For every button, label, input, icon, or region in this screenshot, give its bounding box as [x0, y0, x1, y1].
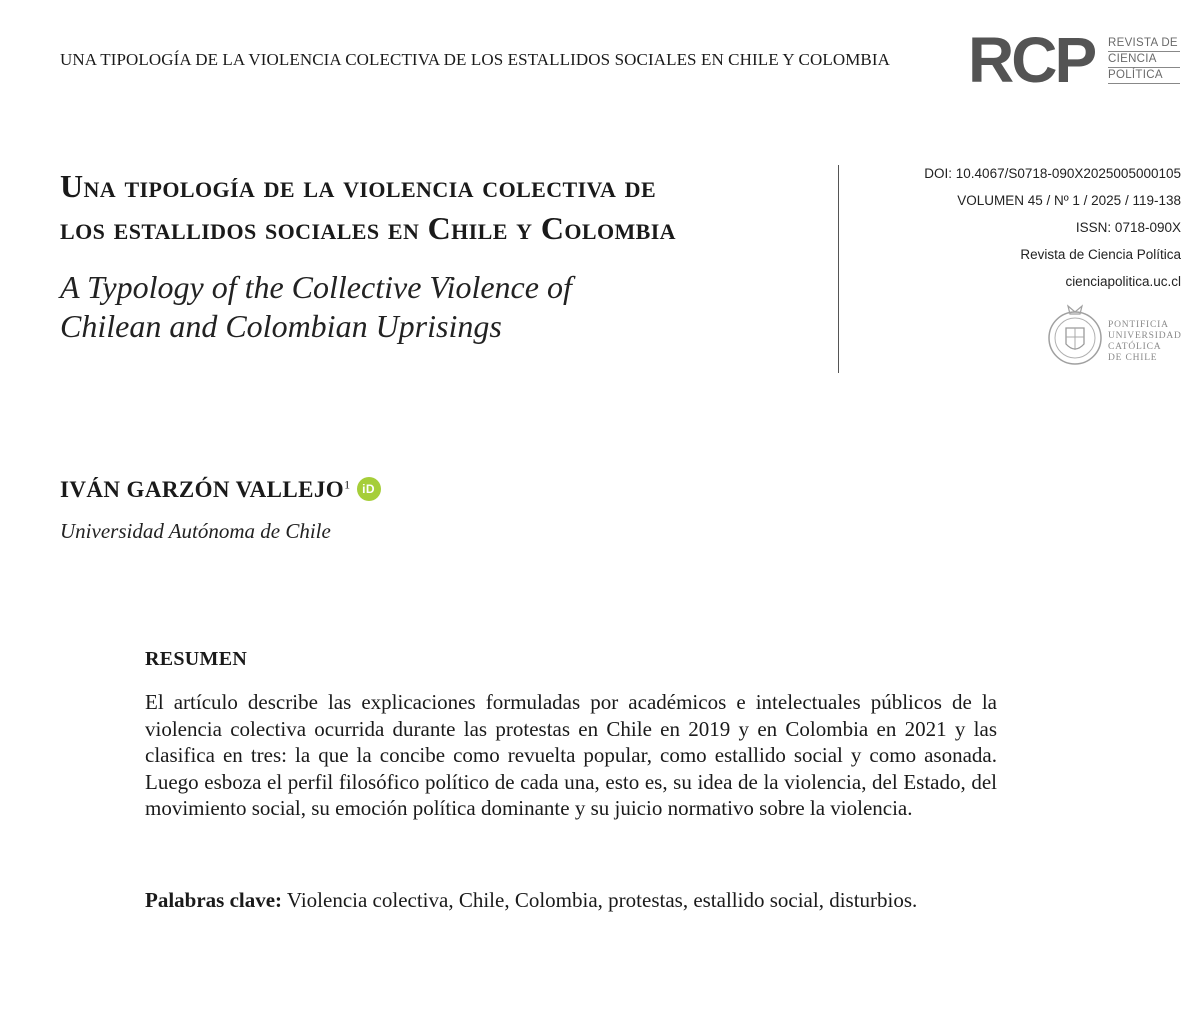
crest-seal-icon [1046, 300, 1104, 372]
author-line [60, 477, 381, 503]
running-head: UNA TIPOLOGÍA DE LA VIOLENCIA COLECTIVA DE LOS ESTALLIDOS SOCIALES EN CHILE Y COLOMBIA [60, 50, 890, 69]
logo-mark: RCP [968, 24, 1095, 96]
abstract-body: El artículo describe las explicaciones formuladas por académicos e intelectuales públicos de la violencia colectiva ocurrida durante las protestas en Chile en 2019 y en Colombia en 2021 y las clasifica en tres: la que la concibe como revuelta popular, como estallido social y como asonada. Luego esboza el perfil filosófico político de cada una, esto es, su idea de la violencia, del Estado, del movimiento social, su emoción política dominante y su juicio normativo sobre la violencia. [145, 690, 997, 820]
university-line: PONTIFICIA [1108, 320, 1169, 330]
title-line: los estallidos sociales en Chile y Colombia [60, 210, 676, 246]
logo-sub-line: CIENCIA [1108, 52, 1180, 68]
university-line: UNIVERSIDAD [1108, 331, 1182, 341]
title-english-line: Chilean and Colombian Uprisings [60, 308, 502, 344]
author-footnote-marker[interactable]: 1 [344, 477, 351, 492]
journal-name: Revista de Ciencia Política [1020, 247, 1181, 262]
logo-sub-line: REVISTA DE [1108, 36, 1180, 52]
volume-info: VOLUMEN 45 / Nº 1 / 2025 / 119-138 [957, 193, 1181, 208]
keywords-list: Violencia colectiva, Chile, Colombia, protestas, estallido social, disturbios. [282, 888, 918, 912]
rcp-logo [968, 24, 1183, 96]
article-title [60, 165, 820, 249]
article-title-english [60, 268, 760, 346]
university-line: CATÓLICA [1108, 342, 1162, 352]
keywords [145, 887, 997, 914]
doi[interactable]: DOI: 10.4067/S0718-090X2025005000105 [924, 166, 1181, 181]
logo-sub-line: POLÍTICA [1108, 68, 1180, 84]
title-line: Una tipología de la violencia colectiva de [60, 168, 657, 204]
author-name: IVÁN GARZÓN VALLEJO [60, 477, 345, 502]
title-english-line: A Typology of the Collective Violence of [60, 269, 572, 305]
abstract-heading: RESUMEN [145, 648, 248, 670]
university-line: DE CHILE [1108, 353, 1158, 363]
logo-subtitle [1108, 36, 1180, 84]
university-crest [1046, 300, 1196, 372]
university-name [1108, 320, 1182, 364]
author-affiliation: Universidad Autónoma de Chile [60, 519, 331, 543]
vertical-divider [838, 165, 839, 373]
keywords-label: Palabras clave: [145, 888, 283, 912]
journal-website[interactable]: cienciapolitica.uc.cl [1065, 274, 1181, 289]
publication-metadata [924, 160, 1181, 295]
orcid-icon[interactable]: iD [357, 477, 381, 501]
issn: ISSN: 0718-090X [1075, 220, 1181, 235]
